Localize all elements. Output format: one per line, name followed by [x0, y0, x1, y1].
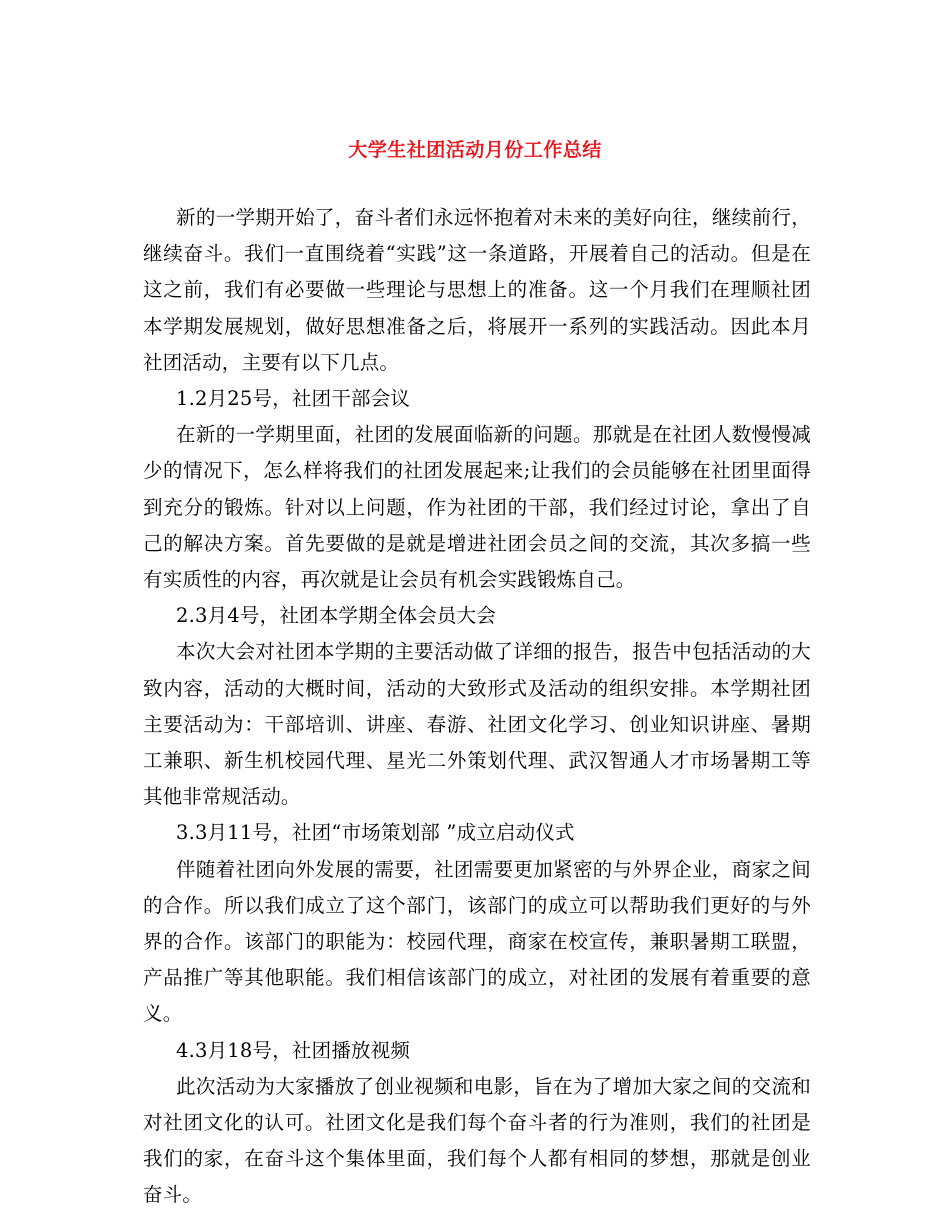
section-paragraph-1: 在新的一学期里面，社团的发展面临新的问题。那就是在社团人数慢慢减少的情况下，怎么样将我们的社团发展起来;让我们的会员能够在社团里面得到充分的锻炼。针对以上问题，作为社团的干部，我们经过讨论，拿出了自己的解决方案。首先要做的是就是增进社团会员之间的交流，其次多搞一些有实质性的内容，再次就是让会员有机会实践锻炼自己。 [143, 423, 811, 592]
section-paragraph-3: 伴随着社团向外发展的需要，社团需要更加紧密的与外界企业，商家之间的合作。所以我们成立了这个部门，该部门的成立可以帮助我们更好的与外界的合作。该部门的职能为：校园代理，商家在校宣传，兼职暑期工联盟，产品推广等其他职能。我们相信该部门的成立，对社团的发展有着重要的意义。 [143, 857, 811, 1026]
section-heading-2: 2.3月4号，社团本学期全体会员大会 [176, 604, 497, 628]
intro-paragraph: 新的一学期开始了，奋斗者们永远怀抱着对未来的美好向往，继续前行，继续奋斗。我们一直围绕着“实践”这一条道路，开展着自己的活动。但是在这之前，我们有必要做一些理论与思想上的准备。这一个月我们在理顺社团本学期发展规划，做好思想准备之后，将展开一系列的实践活动。因此本月社团活动，主要有以下几点。 [143, 206, 811, 374]
section-paragraph-2: 本次大会对社团本学期的主要活动做了详细的报告，报告中包括活动的大致内容，活动的大概时间，活动的大致形式及活动的组织安排。本学期社团主要活动为：干部培训、讲座、春游、社团文化学习、创业知识讲座、暑期工兼职、新生机校园代理、星光二外策划代理、武汉智通人才市场暑期工等其他非常规活动。 [143, 640, 811, 809]
document-body [143, 200, 811, 1214]
section-heading-1: 1.2月25号，社团干部会议 [176, 387, 411, 411]
section-paragraph-4: 此次活动为大家播放了创业视频和电影，旨在为了增加大家之间的交流和对社团文化的认可。社团文化是我们每个奋斗者的行为准则，我们的社团是我们的家，在奋斗这个集体里面，我们每个人都有相同的梦想，那就是创业奋斗。 [143, 1074, 811, 1207]
section-heading-3: 3.3月11号，社团“市场策划部 ”成立启动仪式 [176, 821, 575, 845]
section-heading-4: 4.3月18号，社团播放视频 [176, 1038, 411, 1062]
document-title: 大学生社团活动月份工作总结 [348, 139, 602, 161]
